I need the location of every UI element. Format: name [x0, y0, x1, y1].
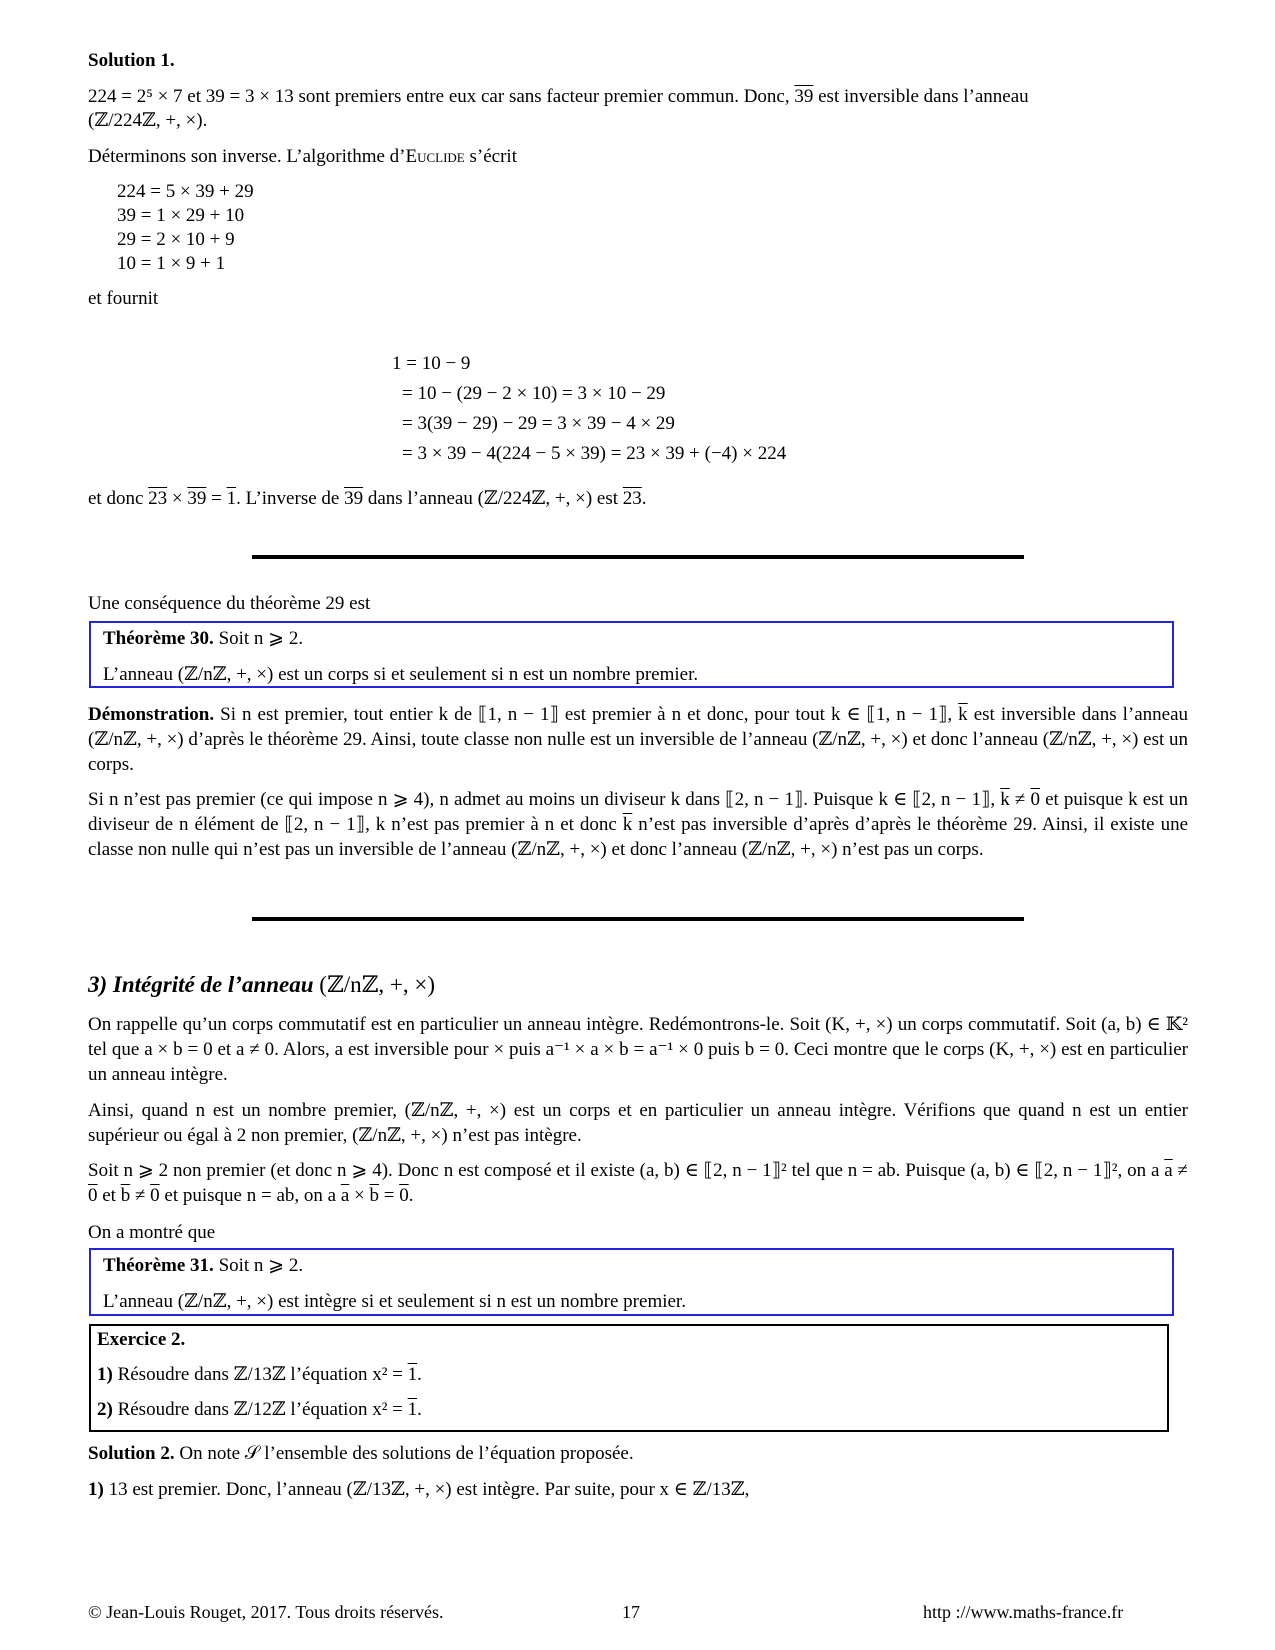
integrity-paragraph-1: On rappelle qu’un corps commutatif est en particulier un anneau intègre. Redémontrons-le. Soit (K, +, ×) un corps commutatif. Soit (a, b) ∈ 𝕂² tel que a × b = 0 et a ≠ 0. Alors, a est inversible pour × puis a⁻¹ × a × b = a⁻¹ × 0 puis b = 0. Ceci montre que le corps (K, +, ×) est en particulier un anneau intègre. [88, 1014, 1188, 1085]
euclid-step: 224 = 5 × 39 + 29 [117, 181, 254, 202]
theorem-31-statement: L’anneau (ℤ/nℤ, +, ×) est intègre si et seulement si n est un nombre premier. [103, 1291, 686, 1312]
euclid-step: 39 = 1 × 29 + 10 [117, 205, 245, 226]
integrity-paragraph-2: Ainsi, quand n est un nombre premier, (ℤ/nℤ, +, ×) est un corps et en particulier un anneau intègre. Vérifions que quand n est un entier supérieur ou égal à 2 non premier, (ℤ/nℤ, +, ×) n’est pas intègre. [88, 1100, 1188, 1146]
footer-url[interactable]: http ://www.maths-france.fr [923, 1602, 1124, 1622]
euclid-name: Euclide [405, 146, 465, 167]
footer-copyright: © Jean-Louis Rouget, 2017. Tous droits réservés. [88, 1602, 444, 1622]
euclid-step: 10 = 1 × 9 + 1 [117, 253, 226, 274]
theorem-31-box [89, 1248, 1174, 1316]
theorem-30-title: Théorème 30. Soit n ⩾ 2. [103, 628, 304, 649]
theorem-30-statement: L’anneau (ℤ/nℤ, +, ×) est un corps si et seulement si n est un nombre premier. [103, 664, 699, 685]
demo-paragraph-2: Si n n’est pas premier (ce qui impose n ⩾ 4), n admet au moins un diviseur k dans ⟦2, n − 1⟧. Puisque k ∈ ⟦2, n − 1⟧, $\overline{k} \ne 0$ et puisque k est un diviseur de n élément de ⟦2, n − 1⟧, k n’est pas premier à n et donc $\overline{k}$ n’est pas inversible d’après d’après le théorème 29. Ainsi, il existe une classe non nulle qui n’est pas un inversible de l’anneau (ℤ/nℤ, +, ×) et donc l’anneau (ℤ/nℤ, +, ×) n’est pas un corps. [88, 789, 1188, 860]
section-3-title: 3) Intégrité de l’anneau (ℤ/nℤ, +, ×) [88, 972, 436, 997]
separator-rule [252, 917, 1024, 921]
derivation-step: = 3(39 − 29) − 29 = 3 × 39 − 4 × 29 [402, 413, 675, 434]
separator-rule [252, 555, 1024, 559]
derivation-step: = 10 − (29 − 2 × 10) = 3 × 10 − 29 [402, 383, 666, 404]
solution1-paragraph-line1: 224 = 2⁵ × 7 et 39 = 3 × 13 sont premiers entre eux car sans facteur premier commun. Donc, 39 est inversible dans l’anneau [88, 86, 1029, 107]
euclid-step: 29 = 2 × 10 + 9 [117, 229, 235, 250]
exercise-2-question-2: 2) Résoudre dans ℤ/12ℤ l’équation x² = 1. [97, 1399, 422, 1420]
solution-2-part-1: 1) 13 est premier. Donc, l’anneau (ℤ/13ℤ, +, ×) est intègre. Par suite, pour x ∈ ℤ/13ℤ, [88, 1479, 750, 1500]
exercise-2-question-1: 1) Résoudre dans ℤ/13ℤ l’équation x² = 1. [97, 1364, 422, 1385]
solution1-paragraph-line2: (ℤ/224ℤ, +, ×). [88, 110, 208, 131]
derivation-step: = 3 × 39 − 4(224 − 5 × 39) = 23 × 39 + (−4) × 224 [402, 443, 787, 464]
derivation-step: 1 = 10 − 9 [392, 353, 471, 374]
theorem-30-box [89, 621, 1174, 688]
theorem-31-title: Théorème 31. Soit n ⩾ 2. [103, 1255, 304, 1276]
footer-page-number: 17 [622, 1602, 640, 1622]
demo-paragraph-1: Démonstration. Si n est premier, tout entier k de ⟦1, n − 1⟧ est premier à n et donc, pour tout k ∈ ⟦1, n − 1⟧, $\overline{k}$ est inversible dans l’anneau (ℤ/nℤ, +, ×) d’après le théorème 29. Ainsi, toute classe non nulle est un inversible de l’anneau (ℤ/nℤ, +, ×) et donc l’anneau (ℤ/nℤ, +, ×) est un corps. [88, 704, 1189, 775]
exercise-2-box [89, 1324, 1169, 1432]
et-fournit: et fournit [88, 288, 159, 309]
exercise-2-title: Exercice 2. [97, 1329, 186, 1350]
solution1-heading: Solution 1. [88, 50, 175, 71]
on-a-montre: On a montré que [88, 1222, 216, 1243]
integrity-paragraph-3: Soit n ⩾ 2 non premier (et donc n ⩾ 4). Donc n est composé et il existe (a, b) ∈ ⟦2, n − 1⟧² tel que n = ab. Puisque (a, b) ∈ ⟦2, n − 1⟧², on a $\overline{a} \ne 0$ et $\overline{b} \ne 0$ et puisque n = ab, on a $\overline{a} \times \overline{b} = 0$. [88, 1160, 1188, 1206]
euclid-intro: Déterminons son inverse. L’algorithme d’Euclide s’écrit [88, 146, 517, 167]
consequence-text: Une conséquence du théorème 29 est [88, 593, 371, 614]
solution1-conclusion: et donc 23 × 39 = 1. L’inverse de 39 dans l’anneau (ℤ/224ℤ, +, ×) est 23. [88, 488, 647, 509]
solution-2-intro: Solution 2. On note 𝒮 l’ensemble des solutions de l’équation proposée. [88, 1443, 634, 1464]
